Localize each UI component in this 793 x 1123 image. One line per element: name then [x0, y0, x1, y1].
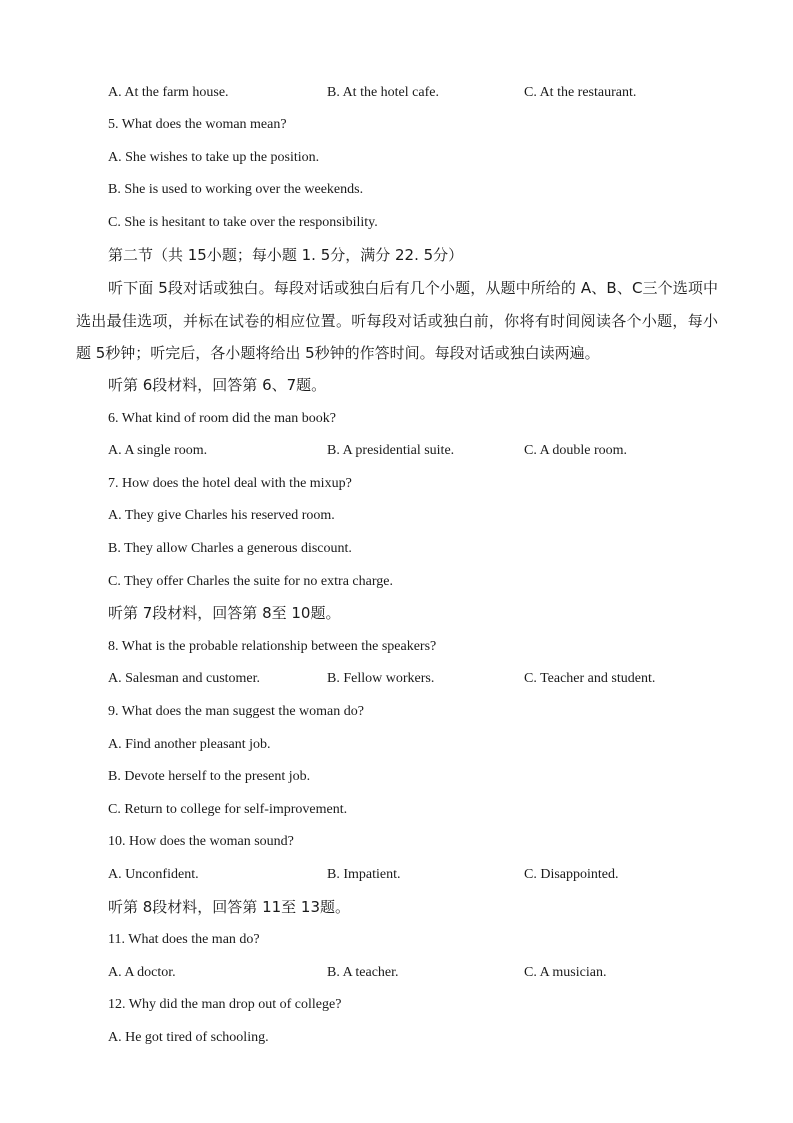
q9-option-b: B. Devote herself to the present job. — [108, 769, 311, 784]
q4-options — [108, 83, 728, 103]
q6-options — [108, 441, 728, 461]
q4-option-a: A. At the farm house. — [108, 85, 229, 100]
q12-option-a: A. He got tired of schooling. — [108, 1030, 269, 1045]
q6-option-a: A. A single room. — [108, 443, 208, 458]
q6-option-c: C. A double room. — [524, 443, 628, 458]
q9-option-a: A. Find another pleasant job. — [108, 737, 271, 752]
q6-question: 6. What kind of room did the man book? — [108, 411, 336, 426]
q11-option-b: B. A teacher. — [327, 965, 399, 980]
q11-options — [108, 963, 728, 983]
q8-question: 8. What is the probable relationship between the speakers? — [108, 639, 437, 654]
q11-option-a: A. A doctor. — [108, 965, 176, 980]
q9-question: 9. What does the man suggest the woman do? — [108, 704, 364, 719]
q7-option-a: A. They give Charles his reserved room. — [108, 508, 335, 523]
q7-option-b: B. They allow Charles a generous discount. — [108, 541, 352, 556]
q9-option-c: C. Return to college for self-improvement. — [108, 802, 348, 817]
q8-option-a: A. Salesman and customer. — [108, 671, 261, 686]
q4-option-b: B. At the hotel cafe. — [327, 85, 439, 100]
q11-question: 11. What does the man do? — [108, 932, 260, 947]
q12-question: 12. Why did the man drop out of college? — [108, 997, 342, 1012]
group8-heading: 听第 8段材料，回答第 11至 13题。 — [108, 898, 351, 916]
q5-option-c: C. She is hesitant to take over the responsibility. — [108, 215, 378, 230]
q10-option-a: A. Unconfident. — [108, 867, 199, 882]
q6-option-b: B. A presidential suite. — [327, 443, 455, 458]
q10-option-b: B. Impatient. — [327, 867, 401, 882]
q10-option-c: C. Disappointed. — [524, 867, 619, 882]
section2-heading: 第二节（共 15小题；每小题 1. 5分，满分 22. 5分） — [108, 246, 464, 264]
q5-question: 5. What does the woman mean? — [108, 117, 287, 132]
q7-option-c: C. They offer Charles the suite for no extra charge. — [108, 574, 393, 589]
q11-option-c: C. A musician. — [524, 965, 607, 980]
q8-options — [108, 669, 728, 689]
q4-option-c: C. At the restaurant. — [524, 85, 637, 100]
q5-option-b: B. She is used to working over the weekends. — [108, 182, 364, 197]
section2-instructions: 听下面 5段对话或独白。每段对话或独白后有几个小题，从题中所给的 A、B、C三个选项中选出最佳选项，并标在试卷的相应位置。听每段对话或独白前，你将有时间阅读各个小题，每小题 5秒钟；听完后，各小题将给出 5秒钟的作答时间。每段对话或独白读两遍。 — [76, 279, 718, 363]
q10-question: 10. How does the woman sound? — [108, 834, 294, 849]
q5-option-a: A. She wishes to take up the position. — [108, 150, 320, 165]
q8-option-c: C. Teacher and student. — [524, 671, 656, 686]
q10-options — [108, 865, 728, 885]
group7-heading: 听第 7段材料，回答第 8至 10题。 — [108, 604, 341, 622]
q8-option-b: B. Fellow workers. — [327, 671, 435, 686]
group6-heading: 听第 6段材料，回答第 6、7题。 — [108, 376, 327, 394]
q7-question: 7. How does the hotel deal with the mixup? — [108, 476, 352, 491]
